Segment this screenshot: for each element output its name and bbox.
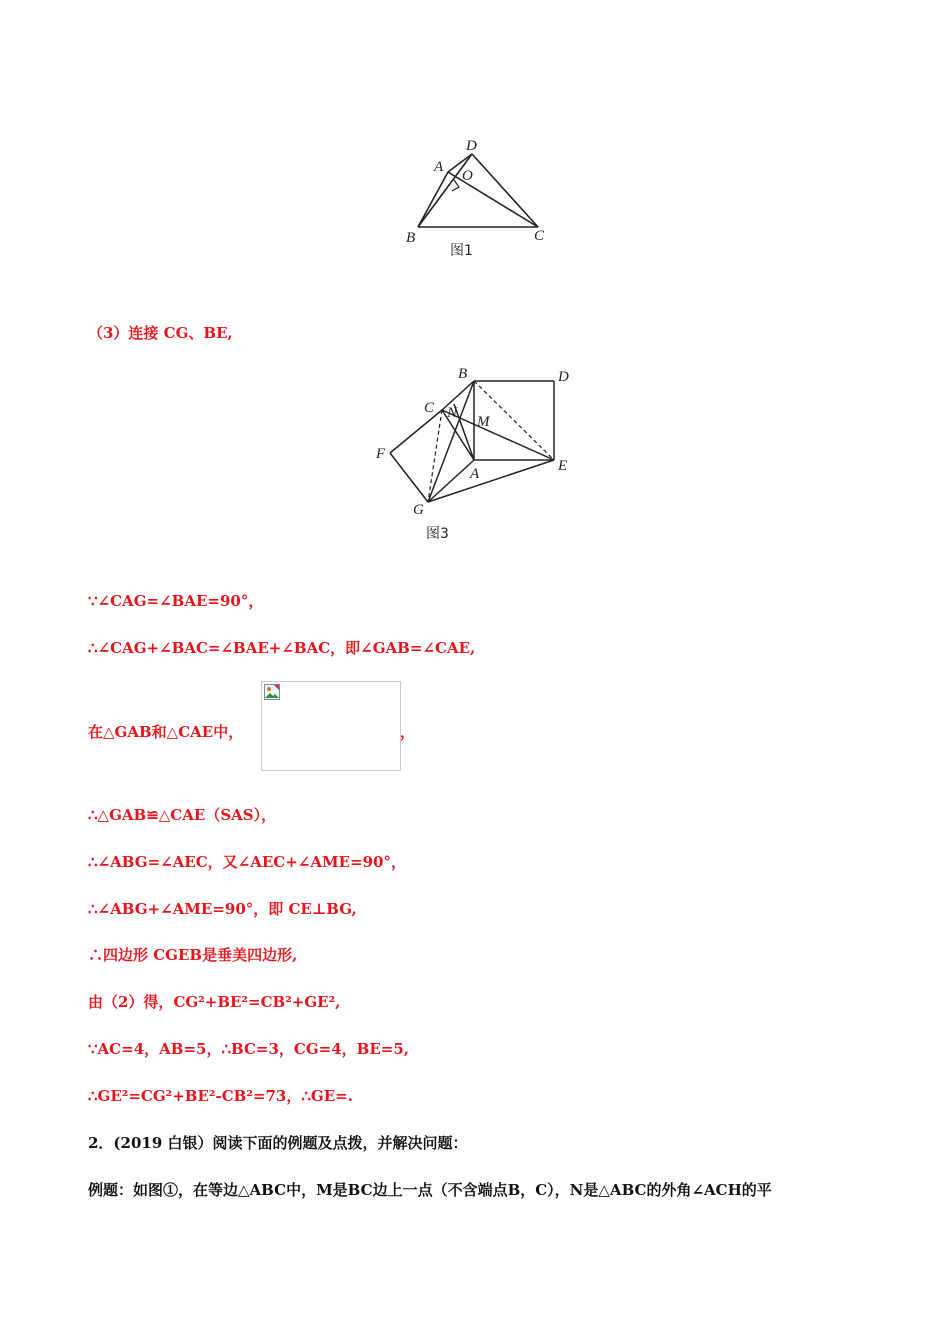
- proof-line-10: ∴GE²=CG²+BE²-CB²=73，∴GE=.: [88, 1087, 353, 1105]
- fig3-caption: 图3: [426, 526, 449, 542]
- problem-2-example: 例题：如图①，在等边△ABC中，M是BC边上一点（不含端点B，C），N是△ABC的外角∠ACH的平: [88, 1181, 772, 1199]
- fig3-label-f: F: [376, 446, 386, 462]
- fig1-label-d: D: [466, 138, 477, 154]
- part3-intro: （3）连接 CG、BE,: [88, 324, 233, 342]
- proof-line-3-suffix: ，: [400, 723, 416, 741]
- broken-image-icon: [264, 684, 280, 700]
- proof-line-8: 由（2）得，CG²+BE²=CB²+GE²,: [88, 993, 341, 1011]
- fig3-label-m: M: [477, 414, 490, 430]
- figure-3: [370, 362, 580, 547]
- fig3-label-b: B: [458, 366, 468, 382]
- fig1-label-o: O: [462, 168, 473, 184]
- proof-line-1: ∵∠CAG=∠BAE=90°，: [88, 592, 264, 610]
- fig3-label-c: C: [424, 400, 435, 416]
- fig3-label-d: D: [558, 369, 569, 385]
- problem-2-title: 2．(2019 白银）阅读下面的例题及点拨，并解决问题：: [88, 1134, 468, 1152]
- fig3-label-e: E: [558, 458, 568, 474]
- fig1-label-a: A: [434, 159, 444, 175]
- proof-line-3: 在△GAB和△CAE中，: [88, 723, 244, 741]
- proof-line-4: ∴△GAB≌△CAE（SAS），: [88, 806, 277, 824]
- proof-line-7: ∴四边形 CGEB是垂美四边形,: [88, 946, 298, 964]
- fig3-label-g: G: [413, 502, 424, 518]
- proof-line-6: ∴∠ABG+∠AME=90°，即 CE⊥BG,: [88, 900, 357, 918]
- fig1-label-c: C: [534, 228, 545, 244]
- proof-line-2: ∴∠CAG+∠BAC=∠BAE+∠BAC，即∠GAB=∠CAE,: [88, 639, 476, 657]
- fig3-label-n: N: [447, 405, 458, 421]
- proof-line-9: ∵AC=4，AB=5，∴BC=3，CG=4，BE=5,: [88, 1040, 409, 1058]
- broken-image-placeholder: [261, 681, 401, 771]
- fig1-label-b: B: [406, 230, 416, 246]
- fig1-caption: 图1: [450, 243, 473, 259]
- proof-line-5: ∴∠ABG=∠AEC，又∠AEC+∠AME=90°，: [88, 853, 406, 871]
- fig3-label-a: A: [470, 466, 480, 482]
- figure-1: [400, 130, 560, 265]
